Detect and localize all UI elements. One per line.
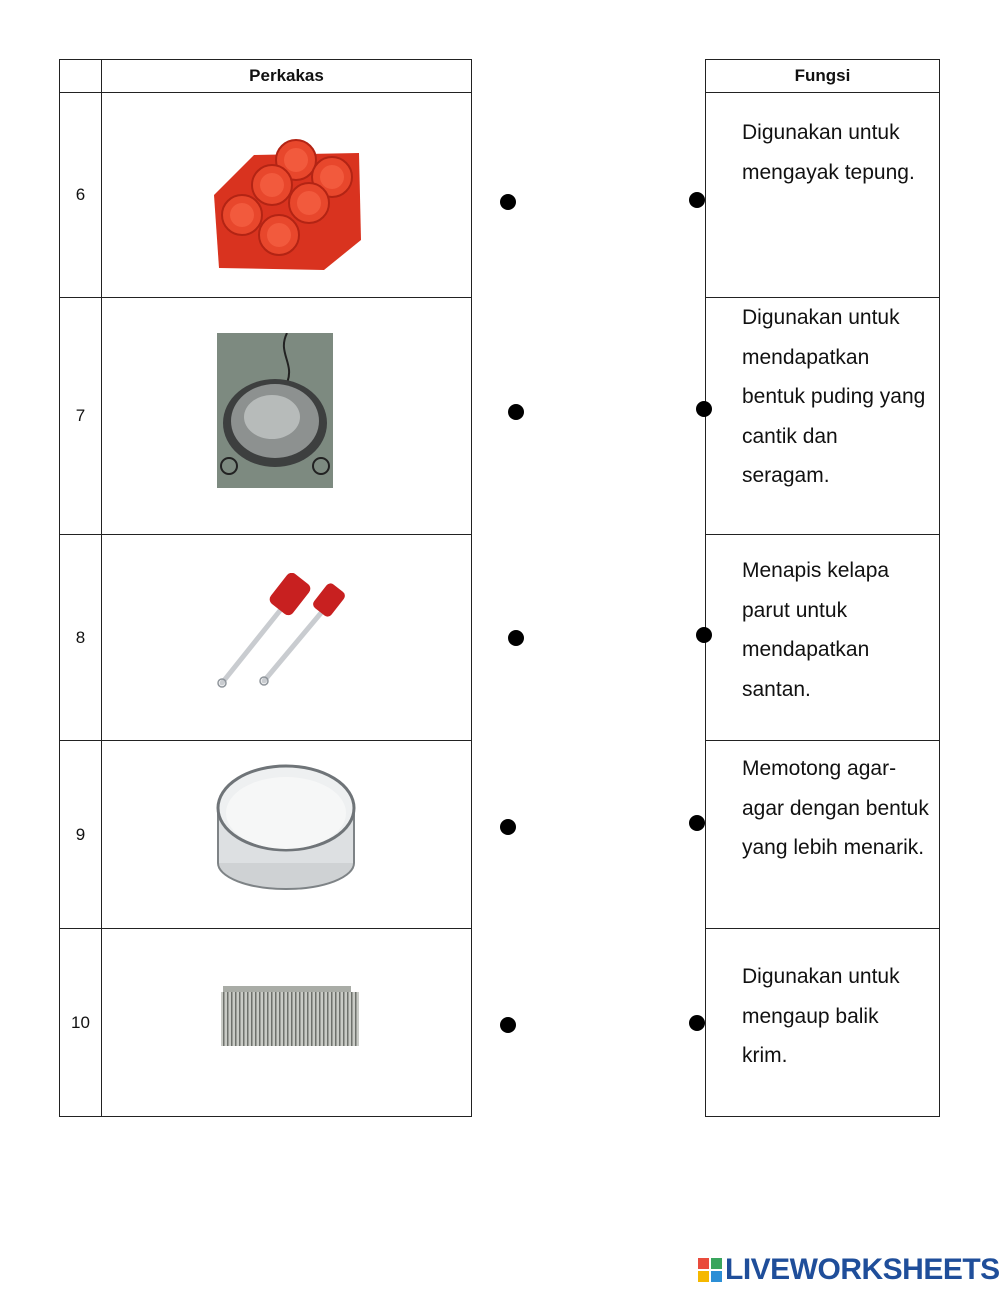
logo-tile xyxy=(698,1258,709,1269)
flour-sifter-icon xyxy=(214,763,358,893)
jelly-cutter-icon xyxy=(219,984,363,1048)
tool-image-cell xyxy=(102,298,472,535)
match-dot-left[interactable] xyxy=(500,194,516,210)
table-row xyxy=(706,93,940,298)
tool-image-cell xyxy=(102,741,472,929)
match-dot-right[interactable] xyxy=(696,627,712,643)
tools-table xyxy=(59,59,472,1117)
function-text: Digunakan untuk mengayak tepung. xyxy=(706,93,940,298)
function-text: Menapis kelapa parut untuk mendapatkan santan. xyxy=(706,535,940,741)
row-number: 8 xyxy=(60,535,102,741)
match-dot-right[interactable] xyxy=(689,192,705,208)
table-row xyxy=(60,741,472,929)
match-dot-left[interactable] xyxy=(500,819,516,835)
table-row xyxy=(60,298,472,535)
liveworksheets-logo xyxy=(698,1255,1000,1285)
match-dot-left[interactable] xyxy=(508,630,524,646)
logo-tiles-icon xyxy=(698,1258,722,1282)
match-dot-left[interactable] xyxy=(508,404,524,420)
tool-image-cell xyxy=(102,93,472,298)
tool-image-cell xyxy=(102,929,472,1117)
row-number: 6 xyxy=(60,93,102,298)
table-row xyxy=(706,535,940,741)
row-number: 7 xyxy=(60,298,102,535)
function-text: Digunakan untuk mengaup balik krim. xyxy=(706,929,940,1117)
logo-tile xyxy=(698,1271,709,1282)
table-row xyxy=(706,929,940,1117)
table-row xyxy=(706,741,940,929)
number-column-header xyxy=(60,60,102,93)
functions-column-header: Fungsi xyxy=(706,60,940,93)
logo-tile xyxy=(711,1271,722,1282)
logo-text: LIVEWORKSHEETS xyxy=(725,1253,1000,1286)
match-dot-right[interactable] xyxy=(696,401,712,417)
tool-image-cell xyxy=(102,535,472,741)
table-row xyxy=(60,535,472,741)
match-dot-left[interactable] xyxy=(500,1017,516,1033)
tools-column-header: Perkakas xyxy=(102,60,472,93)
match-dot-right[interactable] xyxy=(689,815,705,831)
row-number: 10 xyxy=(60,929,102,1117)
function-text: Digunakan untuk mendapatkan bentuk puding yang cantik dan seragam. xyxy=(706,298,940,535)
match-dot-right[interactable] xyxy=(689,1015,705,1031)
table-row xyxy=(60,93,472,298)
function-text: Memotong agar-agar dengan bentuk yang lebih menarik. xyxy=(706,741,940,929)
silicone-tart-mould-icon xyxy=(214,135,362,270)
silicone-spatula-icon xyxy=(214,573,364,691)
table-row xyxy=(706,298,940,535)
row-number: 9 xyxy=(60,741,102,929)
table-row xyxy=(60,929,472,1117)
mesh-strainer-icon xyxy=(217,333,333,488)
functions-table xyxy=(705,59,940,1117)
logo-tile xyxy=(711,1258,722,1269)
